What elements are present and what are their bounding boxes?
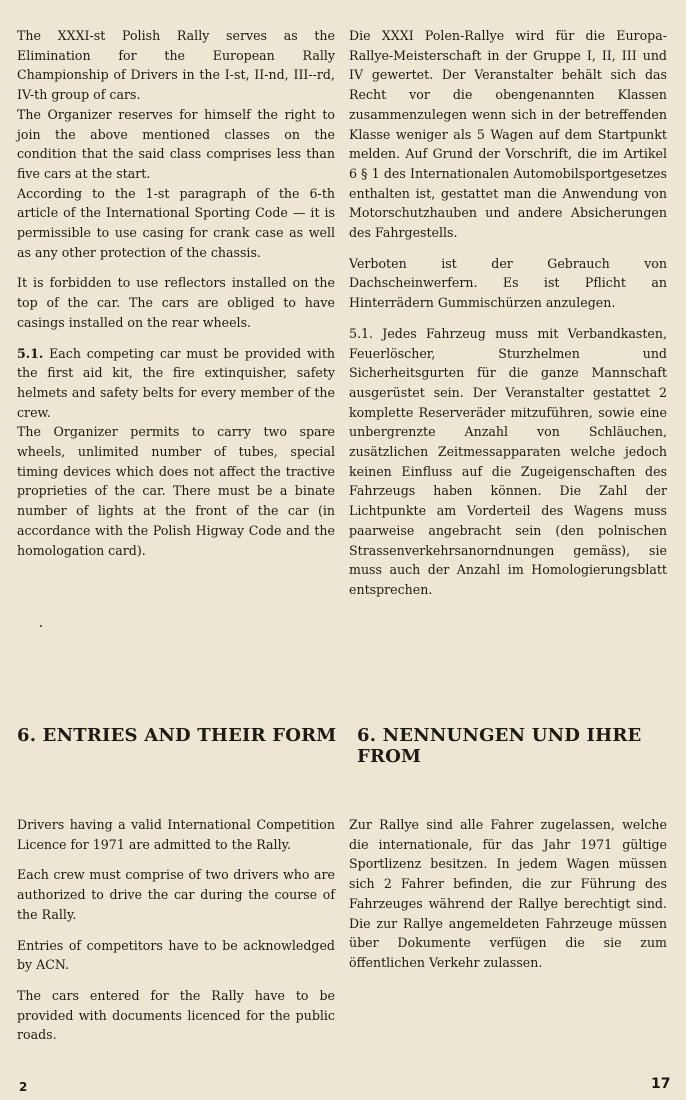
german-paragraph: 5.1. Jedes Fahrzeug muss mit Verbandkasten, Feuerlöscher, Sturzhelmen und Sicherheitsgurten für die ganze Mannschaft ausgerüstet sein. Der Veranstalter gestattet 2 komplette Reserveräder mitzuführen, sowie eine unbergrenzte Anzahl von Schläuchen, zusätzlichen Zeitmessapparaten welche jedoch keinen Einfluss auf die Zugeigenschaften des Fahrzeugs haben können. Die Zahl der Lichtpunkte am Vorderteil des Wagens muss paarweise angebracht sein (den polnischen Strassenverkehrsanorndnungen gemäss), sie muss auch der Anzahl im Homologierungsblatt entsprechen. [349, 325, 667, 597]
english-paragraph: The Organizer reserves for himself the right to join the above mentioned classes on the condition that the said class comprises less than five cars at the start. [17, 106, 335, 181]
english-top-column [17, 26, 335, 571]
item-text: Each competing car must be provided with the first aid kit, the fire extinquisher, safety helmets and safety belts for every member of the crew. [17, 345, 335, 420]
english-paragraph: The cars entered for the Rally have to be provided with documents licenced for the public roads. [17, 987, 335, 1043]
item-number: 5.1. [17, 345, 44, 361]
english-paragraph: It is forbidden to use reflectors installed on the top of the car. The cars are obliged to have casings installed on the rear wheels. [17, 275, 335, 330]
english-paragraph: The Organizer permits to carry two spare wheels, unlimited number of tubes, special timing devices which does not affect the tractive proprieties of the car. There must be a binate number of lights at the front of the car (in accordance with the Polish Higway Code and the homologation card). [17, 424, 335, 558]
german-paragraph: Die XXXI Polen-Rallye wird für die Europa-Rallye-Meisterschaft in der Gruppe I, II, III und IV gewertet. Der Veranstalter behält sich das Recht vor die obengenannten Klassen zusammenzulegen wenn sich in der betreffenden Klasse weniger als 5 Wagen auf dem Startpunkt melden. Auf Grund der Vorschrift, die im Artikel 6 § 1 des Internationalen Automobilsportgesetzes enthalten ist, gestattet man die Anwendung von Motorschutzhauben und andere Absicherungen des Fahrgestells. [349, 28, 667, 241]
english-paragraph: Each crew must comprise of two drivers who are authorized to drive the car during the course of the Rally. [17, 867, 335, 922]
german-paragraph: Zur Rallye sind alle Fahrer zugelassen, welche die internationale, für das Jahr 1971 gültige Sportlizenz besitzen. In jedem Wagen müssen sich 2 Fahrer befinden, die zur Führung des Fahrzeuges während der Rallye berechtigt sind. Die zur Rallye angemeldeten Fahrzeuge müssen über Dokumente verfügen die sie zum öffentlichen Verkehr zulassen. [349, 817, 667, 970]
german-paragraph: Verboten ist der Gebrauch von Dachscheinwerfern. Es ist Pflicht an Hinterrädern Gummischürzen anzulegen. [349, 255, 667, 311]
german-top-column [349, 26, 667, 611]
english-paragraph: According to the 1-st paragraph of the 6-th article of the International Sporting Code — it is permissible to use casing for crank case as well as any other protection of the chassis. [17, 185, 335, 260]
english-paragraph [17, 344, 335, 423]
stray-dot [40, 625, 42, 627]
page-number-left: 2 [19, 1080, 28, 1094]
english-paragraph: Drivers having a valid International Competition Licence for 1971 are admitted to the Rally. [17, 817, 335, 852]
english-paragraph: The XXXI-st Polish Rally serves as the Elimination for the European Rally Championship of Drivers in the I-st, II-nd, III--rd, IV-th group of cars. [17, 28, 335, 103]
page-number-right: 17 [651, 1076, 671, 1092]
section-heading-english: 6. ENTRIES AND THEIR FORM [17, 725, 337, 746]
english-paragraph: Entries of competitors have to be acknowledged by ACN. [17, 937, 335, 973]
german-bottom-column [349, 815, 667, 984]
english-bottom-column [17, 815, 335, 1056]
section-heading-german: 6. NENNUNGEN UND IHRE FROM [357, 725, 642, 767]
